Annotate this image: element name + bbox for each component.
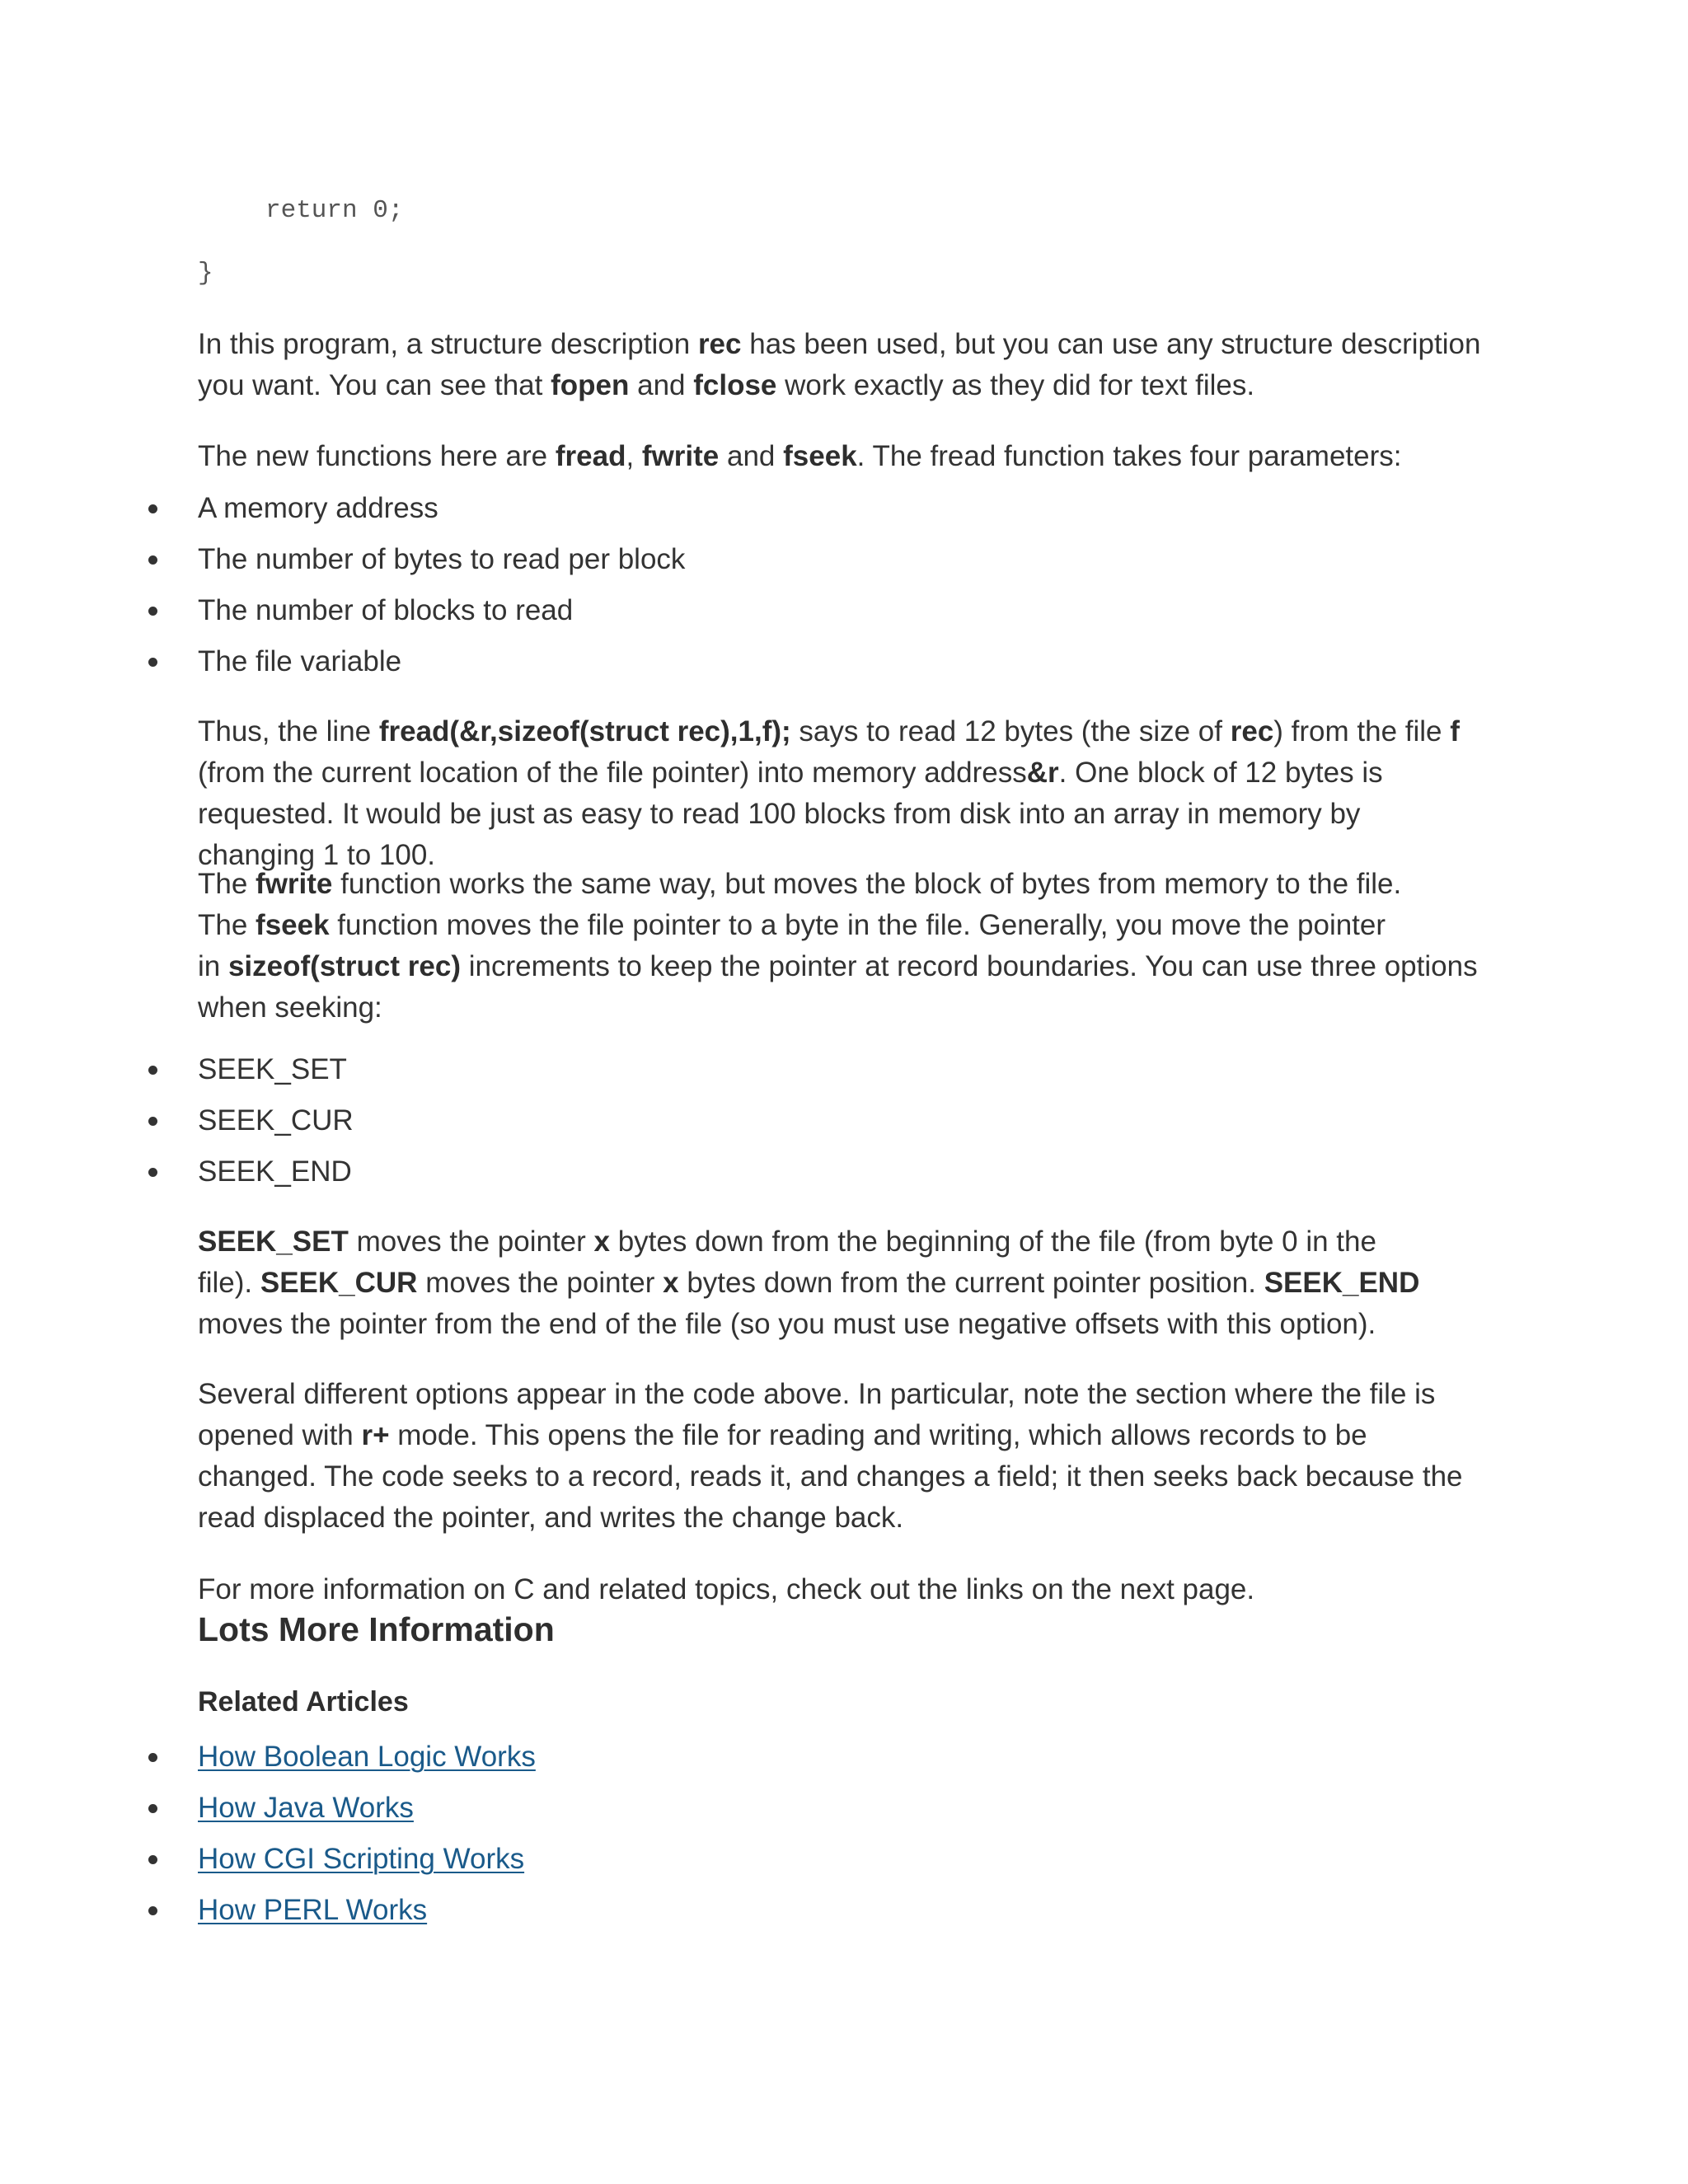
link-how-perl-works[interactable]: How PERL Works	[198, 1894, 428, 1926]
bullet-dot	[148, 1906, 157, 1915]
list-item: SEEK_SET	[198, 1053, 347, 1085]
code-return-line: return 0;	[265, 196, 404, 225]
list-item: A memory address	[198, 492, 438, 524]
subheading-related-articles: Related Articles	[198, 1686, 409, 1718]
paragraph-new-functions: The new functions here are fread, fwrite and fseek. The fread function takes four parameters:	[198, 440, 1402, 472]
bullet-dot	[148, 607, 157, 616]
bullet-dot	[148, 1855, 157, 1864]
list-item: The number of blocks to read	[198, 594, 574, 626]
paragraph-seek-explanation: SEEK_SET moves the pointer x bytes down from the beginning of the file (from byte 0 in the file). SEEK_CUR moves the pointer x bytes down from the current pointer position. SEEK_END moves the pointer from the end of the file (so you must use negative offsets with this option).	[198, 1226, 1420, 1340]
bullet-dot	[148, 1066, 157, 1075]
link-how-java-works[interactable]: How Java Works	[198, 1792, 414, 1824]
paragraph-structure-description: In this program, a structure description rec has been used, but you can use any structure description you want. You can see that fopen and fclose work exactly as they did for text files.	[198, 328, 1481, 401]
bullet-dot	[148, 1117, 157, 1126]
bullet-dot	[148, 504, 157, 513]
bullet-dot	[148, 555, 157, 565]
list-item	[198, 1788, 414, 1829]
list-item: SEEK_END	[198, 1155, 352, 1188]
link-how-boolean-logic-works[interactable]: How Boolean Logic Works	[198, 1741, 536, 1773]
bullet-dot	[148, 1753, 157, 1762]
bullet-dot	[148, 1168, 157, 1177]
bullet-dot	[148, 1804, 157, 1813]
list-item	[198, 1839, 524, 1880]
paragraph-rplus-mode: Several different options appear in the code above. In particular, note the section where the file is opened with r+ mode. This opens the file for reading and writing, which allows records to be changed. The code seeks to a record, reads it, and changes a field; it then seeks back because the read displaced the pointer, and writes the change back.	[198, 1378, 1463, 1534]
paragraph-more-info: For more information on C and related topics, check out the links on the next page.	[198, 1573, 1255, 1605]
section-heading-lots-more-information: Lots More Information	[198, 1610, 555, 1648]
paragraph-fread-explanation: Thus, the line fread(&r,sizeof(struct rec),1,f); says to read 12 bytes (the size of rec) from the file f (from the current location of the file pointer) into memory address&r. One block of 12 bytes is requested. It would be just as easy to read 100 blocks from disk into an array in memory by changing 1 to 100.	[198, 715, 1460, 871]
list-item: SEEK_CUR	[198, 1104, 354, 1137]
list-item	[198, 1890, 427, 1931]
list-item: The file variable	[198, 645, 402, 677]
bullet-dot	[148, 658, 157, 667]
list-item	[198, 1736, 536, 1778]
code-closing-brace: }	[198, 259, 213, 288]
paragraph-fwrite-fseek: The fwrite function works the same way, but moves the block of bytes from memory to the file. The fseek function moves the file pointer to a byte in the file. Generally, you move the pointer in sizeof(struct rec) increments to keep the pointer at record boundaries. You can use three options when seeking:	[198, 868, 1478, 1024]
list-item: The number of bytes to read per block	[198, 543, 686, 575]
link-how-cgi-scripting-works[interactable]: How CGI Scripting Works	[198, 1843, 525, 1875]
